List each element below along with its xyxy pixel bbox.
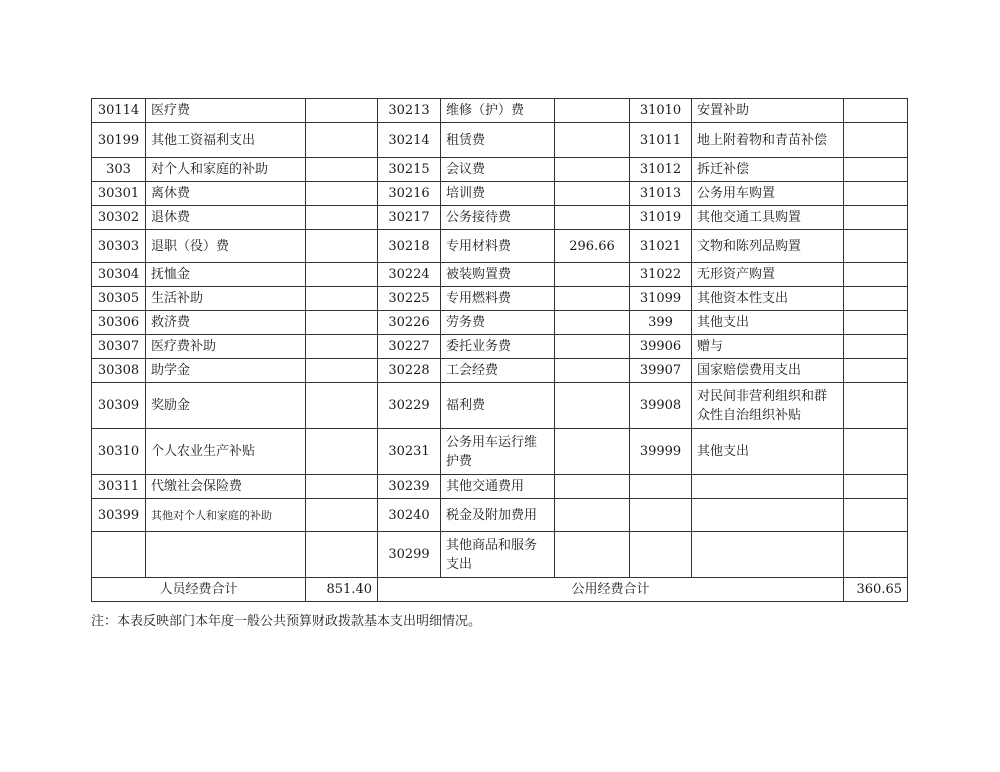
expense-name: 安置补助	[692, 99, 844, 123]
expense-code: 39907	[630, 359, 692, 383]
expense-amount	[844, 359, 908, 383]
expense-code: 30311	[92, 475, 146, 499]
expense-amount	[306, 158, 378, 182]
expense-name: 退职（役）费	[146, 230, 306, 263]
expense-code: 30215	[378, 158, 441, 182]
expense-code: 31099	[630, 287, 692, 311]
expense-code	[630, 475, 692, 499]
expense-name: 抚恤金	[146, 263, 306, 287]
expense-code: 30308	[92, 359, 146, 383]
expense-code: 30240	[378, 499, 441, 532]
expense-name	[692, 532, 844, 578]
table-row	[92, 287, 908, 311]
expense-name: 离休费	[146, 182, 306, 206]
expense-name: 税金及附加费用	[441, 499, 555, 532]
table-row	[92, 499, 908, 532]
expense-amount	[844, 532, 908, 578]
expense-name: 其他支出	[692, 311, 844, 335]
expense-amount	[555, 99, 630, 123]
expense-name: 劳务费	[441, 311, 555, 335]
expense-amount	[555, 311, 630, 335]
expense-amount	[306, 99, 378, 123]
expense-amount	[844, 429, 908, 475]
expense-code: 30304	[92, 263, 146, 287]
expense-name: 被装购置费	[441, 263, 555, 287]
expense-code: 30306	[92, 311, 146, 335]
expense-amount	[844, 123, 908, 158]
expense-code: 30310	[92, 429, 146, 475]
expense-code: 399	[630, 311, 692, 335]
expense-amount	[844, 383, 908, 429]
expense-code: 30228	[378, 359, 441, 383]
expense-code: 30216	[378, 182, 441, 206]
expense-name	[692, 499, 844, 532]
table-row	[92, 158, 908, 182]
expense-name: 国家赔偿费用支出	[692, 359, 844, 383]
expense-amount	[844, 182, 908, 206]
table-row	[92, 99, 908, 123]
expense-amount	[555, 429, 630, 475]
expense-amount	[306, 206, 378, 230]
expense-amount	[844, 158, 908, 182]
expense-amount	[844, 287, 908, 311]
expense-amount	[306, 287, 378, 311]
expense-code: 31013	[630, 182, 692, 206]
expense-amount	[306, 383, 378, 429]
expense-amount	[844, 335, 908, 359]
expense-amount	[306, 499, 378, 532]
totals-row	[92, 578, 908, 602]
expense-name: 拆迁补偿	[692, 158, 844, 182]
expense-name: 文物和陈列品购置	[692, 230, 844, 263]
expense-name: 生活补助	[146, 287, 306, 311]
expense-amount	[555, 475, 630, 499]
expense-code: 30217	[378, 206, 441, 230]
expense-name: 租赁费	[441, 123, 555, 158]
public-total-label: 公用经费合计	[378, 578, 844, 602]
expense-code	[630, 499, 692, 532]
expense-code: 30309	[92, 383, 146, 429]
expense-code: 30305	[92, 287, 146, 311]
expense-amount	[555, 158, 630, 182]
expense-code: 303	[92, 158, 146, 182]
expense-amount	[306, 532, 378, 578]
expense-amount	[555, 182, 630, 206]
expense-name: 其他工资福利支出	[146, 123, 306, 158]
expense-amount	[306, 263, 378, 287]
expense-amount: 296.66	[555, 230, 630, 263]
table-row	[92, 263, 908, 287]
expense-amount	[306, 123, 378, 158]
table-row	[92, 311, 908, 335]
expense-name: 救济费	[146, 311, 306, 335]
expense-code: 30301	[92, 182, 146, 206]
expense-name: 对民间非营利组织和群众性自治组织补贴	[692, 383, 844, 429]
expense-name: 其他交通费用	[441, 475, 555, 499]
expense-code: 30213	[378, 99, 441, 123]
expense-name: 专用材料费	[441, 230, 555, 263]
expense-code	[630, 532, 692, 578]
expense-code: 30218	[378, 230, 441, 263]
expense-name: 奖励金	[146, 383, 306, 429]
expense-code: 30299	[378, 532, 441, 578]
expense-name: 地上附着物和青苗补偿	[692, 123, 844, 158]
expense-code: 30227	[378, 335, 441, 359]
table-row	[92, 206, 908, 230]
expense-name: 其他对个人和家庭的补助	[146, 499, 306, 532]
expense-amount	[306, 475, 378, 499]
expense-code	[92, 532, 146, 578]
expense-code: 39999	[630, 429, 692, 475]
personnel-total-label: 人员经费合计	[92, 578, 306, 602]
expense-name: 公务用车运行维护费	[441, 429, 555, 475]
expense-code: 31011	[630, 123, 692, 158]
table-row	[92, 475, 908, 499]
expense-name: 医疗费	[146, 99, 306, 123]
expense-code: 31022	[630, 263, 692, 287]
expense-code: 30399	[92, 499, 146, 532]
expense-code: 31012	[630, 158, 692, 182]
expense-name: 对个人和家庭的补助	[146, 158, 306, 182]
expense-amount	[555, 123, 630, 158]
expense-amount	[306, 311, 378, 335]
expense-code: 30307	[92, 335, 146, 359]
table-row	[92, 182, 908, 206]
expense-name: 其他资本性支出	[692, 287, 844, 311]
table-row	[92, 383, 908, 429]
expense-amount	[555, 359, 630, 383]
expense-amount	[306, 359, 378, 383]
expense-amount	[844, 230, 908, 263]
expense-name: 代缴社会保险费	[146, 475, 306, 499]
expense-name: 其他支出	[692, 429, 844, 475]
expense-code: 39906	[630, 335, 692, 359]
expense-name: 工会经费	[441, 359, 555, 383]
table-row	[92, 230, 908, 263]
expense-amount	[844, 475, 908, 499]
expense-amount	[844, 206, 908, 230]
expense-name	[692, 475, 844, 499]
expense-amount	[844, 499, 908, 532]
expense-name	[146, 532, 306, 578]
expense-name: 其他交通工具购置	[692, 206, 844, 230]
expense-code: 30231	[378, 429, 441, 475]
expense-amount	[306, 429, 378, 475]
expense-code: 30114	[92, 99, 146, 123]
expenditure-detail-table	[91, 98, 908, 602]
expense-code: 30214	[378, 123, 441, 158]
expense-code: 30303	[92, 230, 146, 263]
expense-name: 会议费	[441, 158, 555, 182]
expense-name: 退休费	[146, 206, 306, 230]
expense-name: 助学金	[146, 359, 306, 383]
expense-code: 30225	[378, 287, 441, 311]
expense-code: 31019	[630, 206, 692, 230]
expense-name: 福利费	[441, 383, 555, 429]
expense-amount	[555, 383, 630, 429]
expense-name: 医疗费补助	[146, 335, 306, 359]
personnel-total-amount: 851.40	[306, 578, 378, 602]
expense-name: 个人农业生产补贴	[146, 429, 306, 475]
public-total-amount: 360.65	[844, 578, 908, 602]
expense-amount	[306, 182, 378, 206]
expense-name: 公务用车购置	[692, 182, 844, 206]
expense-amount	[844, 99, 908, 123]
expense-code: 30199	[92, 123, 146, 158]
expense-amount	[555, 287, 630, 311]
expense-name: 其他商品和服务支出	[441, 532, 555, 578]
expense-amount	[555, 532, 630, 578]
table-footnote: 注：本表反映部门本年度一般公共预算财政拨款基本支出明细情况。	[91, 614, 482, 629]
expense-amount	[306, 335, 378, 359]
expense-code: 30226	[378, 311, 441, 335]
expense-code: 30302	[92, 206, 146, 230]
expense-amount	[555, 263, 630, 287]
table-row	[92, 429, 908, 475]
expense-code: 30239	[378, 475, 441, 499]
table-row	[92, 123, 908, 158]
expense-amount	[306, 230, 378, 263]
expense-name: 无形资产购置	[692, 263, 844, 287]
expense-amount	[555, 206, 630, 230]
table-body	[92, 99, 908, 578]
expense-amount	[844, 311, 908, 335]
expense-code: 39908	[630, 383, 692, 429]
expense-name: 委托业务费	[441, 335, 555, 359]
table-row	[92, 532, 908, 578]
expense-code: 31010	[630, 99, 692, 123]
expense-amount	[844, 263, 908, 287]
table-row	[92, 335, 908, 359]
expense-name: 培训费	[441, 182, 555, 206]
table-row	[92, 359, 908, 383]
expense-code: 31021	[630, 230, 692, 263]
expense-name: 专用燃料费	[441, 287, 555, 311]
expense-name: 赠与	[692, 335, 844, 359]
expense-amount	[555, 335, 630, 359]
expense-name: 公务接待费	[441, 206, 555, 230]
expense-amount	[555, 499, 630, 532]
expense-name: 维修（护）费	[441, 99, 555, 123]
expense-code: 30229	[378, 383, 441, 429]
expense-code: 30224	[378, 263, 441, 287]
